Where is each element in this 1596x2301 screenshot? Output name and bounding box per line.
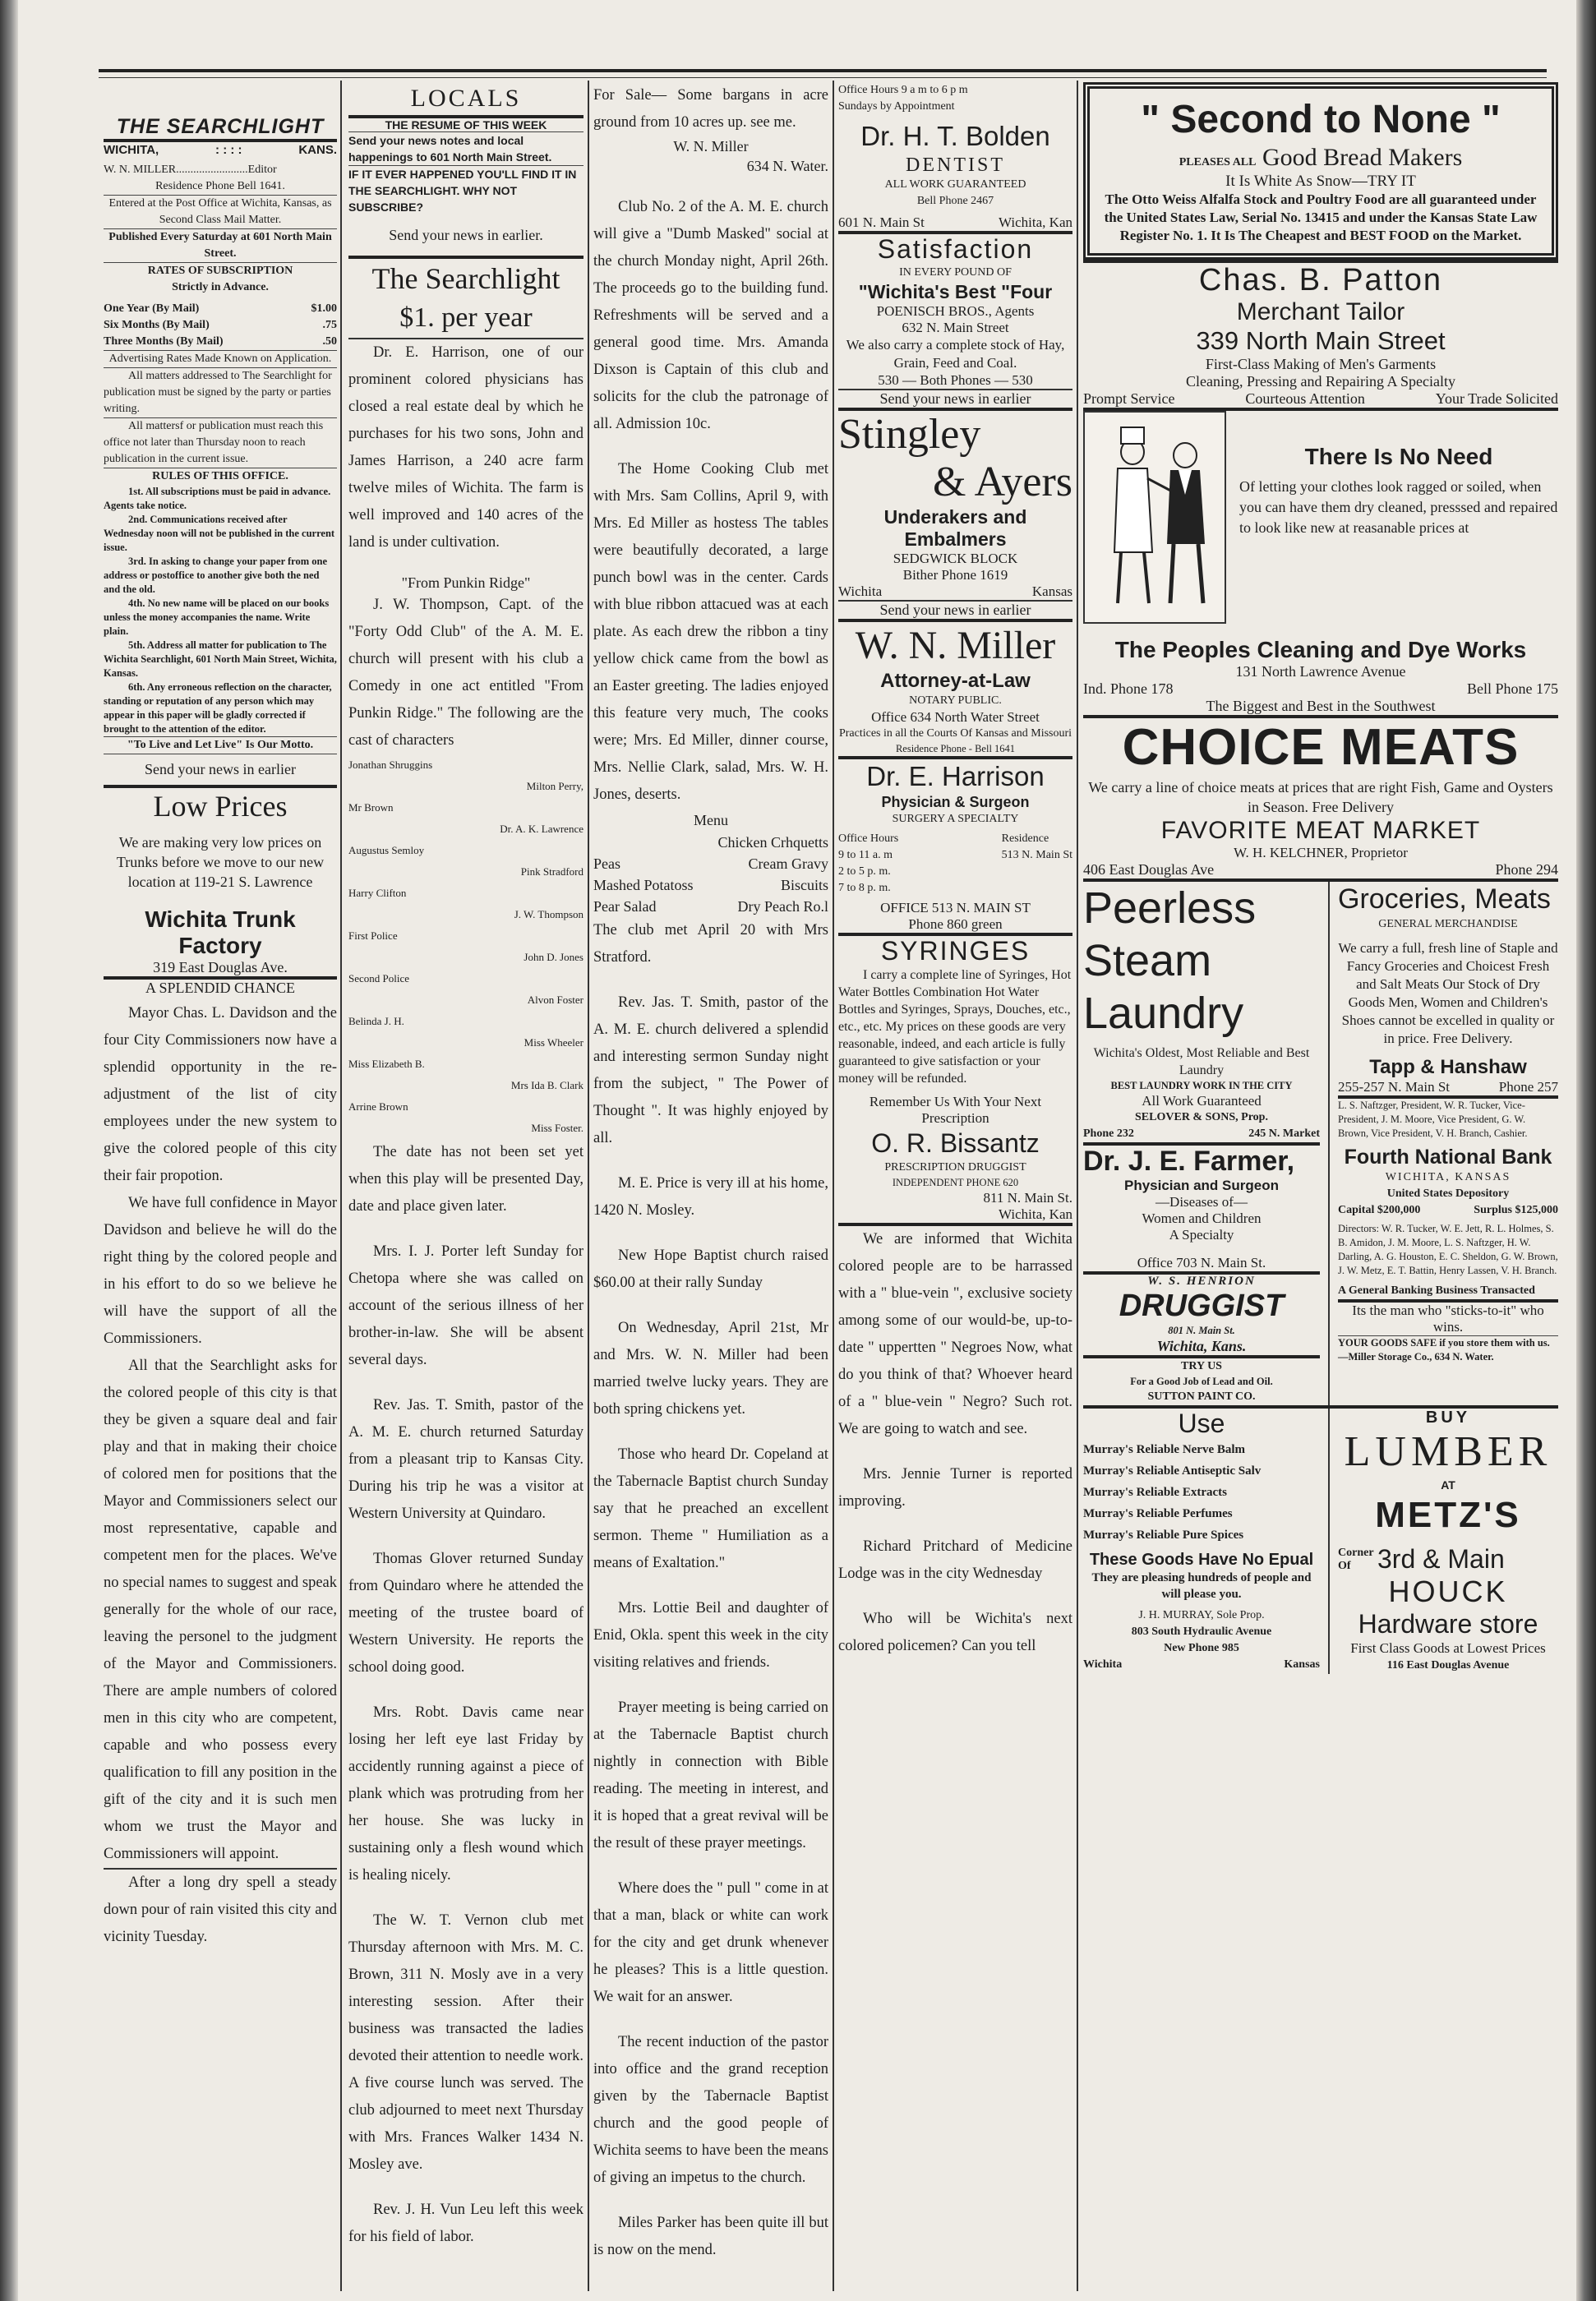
article-paragraph: After a long dry spell a steady down pour of rain visited this city and vicinity Tuesday. (104, 1874, 337, 1945)
henrion-address: 801 N. Main St. (1168, 1325, 1235, 1336)
murray-city: Wichita (1083, 1658, 1123, 1671)
pleasing-hundreds: They are pleasing hundreds of people and will please you. (1091, 1571, 1312, 1601)
article-paragraph: Who will be Wichita's next colored policemen? Can you tell (838, 1611, 1072, 1654)
article-paragraph: Mrs. Lottie Beil and daughter of Enid, Okla. spent this week in the city visiting relatives and friends. (593, 1600, 828, 1671)
murray-address: 803 South Hydraulic Avenue (1131, 1625, 1272, 1638)
patton-trade: Your Trade Solicited (1435, 390, 1558, 407)
bank-surplus: Surplus $125,000 (1474, 1204, 1558, 1216)
metz-title: METZ'S (1375, 1495, 1521, 1535)
lumber-title: LUMBER (1344, 1428, 1552, 1475)
harrison-hours: 2 to 5 p. m. (838, 865, 891, 878)
peerless-guarantee: All Work Guaranteed (1142, 1093, 1262, 1109)
top-rule (99, 69, 1547, 72)
bolden-title: DENTIST (906, 154, 1005, 176)
for-sale-address: 634 N. Water. (746, 158, 828, 174)
miller-title: Attorney-at-Law (880, 670, 1031, 692)
tapp-hanshaw: Tapp & Hanshaw (1369, 1056, 1527, 1078)
if-happened: IF IT EVER HAPPENED YOU'LL FIND IT IN THE SEARCHLIGHT. WHY NOT SUBSCRIBE? (348, 168, 577, 214)
otto-weiss-text: The Otto Weiss Alfalfa Stock and Poultry Food are all guaranteed under the United States Law, Serial No. 13415 and under the Kansas State Law Register No. 1. It Is The Cheapest and BEST FOOD on the Market. (1104, 191, 1538, 243)
rates-subtitle: Strictly in Advance. (172, 281, 269, 293)
murrays-item: Murray's Reliable Pure Spices (1083, 1529, 1244, 1542)
column-1: THE SEARCHLIGHT WICHITA, : : : : KANS. W. N. MILLER.........................Editor Residence Phone Bell 1641. Entered at the Post Office at Wichita, Kansas, as Second Class Mail Matter. Published Every Saturday at 601 North Main Street. RATES OF SUBSCRIPTION Strictly in Advance. One Year (By Mail) $1.00 Six Months (By Mail) .75 Three Months (By Mail) .50 Advertising Rates Made Known on Application. All matters addressed to The Searchlight for publication must be signed by the party or parties writing. All mattersf or publication must reach this office not later than Thursday noon to reach publication in the current issue. RULES OF THIS OFFICE. 1st. All subscriptions must be paid in advance. Agents take notice. 2nd. Communications received after Wednesday noon will not be published in the current issue. 3rd. In asking to change your paper from one address or postoffice to another give both the ned and the old. 4th. No new name will be placed on our books unless the money accompanies the name. Write plain. 5th. Address all matter for publication to The Wichita Searchlight, 601 North Main Street, Wichita, Kansas. 6th. Any erroneous reflection on the character, standing or reputation of any person which may appear in this paper will be gladly corrected if brought to the attention of the editor. "To Live and Let Live" Is Our Motto. Send your news in earlier Low Prices We are making very low prices on Trunks before we move to our new location at 119-21 S. Lawrence Wichita Trunk Factory 319 East Douglas Ave. A SPLENDID CHANCE Mayor Chas. L. Davidson and the four City Commissioners now have a splendid opportunity in the re-adjustment of the list of city employees under the new system to give the colored people of this city their fair propotion. We have full confidence in Mayor Davidson and believe he will do the right thing by the colored people and in his effort to do so we believe he will have the support of all the Commissioners. All that the Searchlight asks for the colored people of this city is that they be given a square deal and fair play and that in making their choice of colored men for positions that the Mayor and Commissioners select our most representative, capable and competent men for the places. We've no special names to suggest and speak generally for the whole of our race, leaving the personel to the judgment of the Mayor and Commissioners. There are ample numbers of colored men in this city who are competent, capable and who possess every qualification to fill any position in the gift of the city and it is such men whom we trust the Mayor and Commissioners will appoint. After a long dry spell a steady down pour of rain visited this city and vicinity Tuesday. (104, 115, 337, 1951)
cast-role: Belinda J. H. (348, 1015, 404, 1027)
storage-notice: YOUR GOODS SAFE if you store them with us.—Miller Storage Co., 634 N. Water. (1338, 1337, 1550, 1363)
menu-title: Menu (694, 812, 728, 828)
peoples-cleaning-name: The Peoples Cleaning and Dye Works (1114, 637, 1527, 662)
page-edge-left (0, 0, 18, 2301)
houck-name: HOUCK (1388, 1575, 1508, 1608)
lead-oil: For a Good Job of Lead and Oil. (1130, 1376, 1273, 1387)
cast-role: Arrine Brown (348, 1100, 408, 1113)
menu-row: Pear Salad Dry Peach Ro.l (593, 898, 828, 915)
article-paragraph: Those who heard Dr. Copeland at the Tabernacle Baptist church Sunday say that he preached an excellent sermon. Theme " Humiliation as a means of Exaltation." (593, 1446, 828, 1571)
column-2 (348, 82, 584, 2251)
article-paragraph: The date has not been set yet when this play will be presented Day, date and place given later. (348, 1144, 584, 1215)
syringes-body: I carry a complete line of Syringes, Hot Water Bottles Combination Hot Water Bottles and Syringes, Sprays, Douches, etc., etc., etc. My prices on these goods are very reasonable, indeed, and each article is fully guaranteed to give satisfaction or your money will be refunded. (838, 968, 1072, 1086)
cast-actor: Dr. A. K. Lawrence (500, 823, 584, 835)
stingley-state: Kansas (1031, 583, 1072, 599)
selover-phone: Phone 232 (1083, 1127, 1134, 1140)
masthead-state: KANS. (298, 143, 337, 157)
rule-item: 2nd. Communications received after Wednesday noon will not be published in the current issue. (104, 514, 335, 553)
bank-general: A General Banking Business Transacted (1338, 1284, 1535, 1297)
farmer-diseases: —Diseases of— (1155, 1194, 1248, 1210)
column-rule (340, 81, 342, 2291)
article-paragraph: Rev. J. H. Vun Leu left this week for his field of labor. (348, 2202, 584, 2245)
top-rule-thin (99, 77, 1547, 78)
peerless-best: BEST LAUNDRY WORK IN THE CITY (1110, 1080, 1293, 1091)
poenisch-phones: 530 — Both Phones — 530 (878, 372, 1033, 388)
rate-row: Six Months (By Mail) .75 (104, 319, 337, 331)
wichitas-best-flour: "Wichita's Best "Four (858, 281, 1053, 302)
bolden-office-hours: Office Hours 9 a m to 6 p m (838, 84, 968, 96)
stingley-phone: Bither Phone 1619 (902, 567, 1008, 583)
rule-item: 6th. Any erroneous reflection on the character, standing or reputation of any person which may appear in this paper will be gladly corrected if brought to the attention of the editor. (104, 681, 332, 735)
white-as-snow: It Is White As Snow—TRY IT (1225, 173, 1416, 190)
article-paragraph: M. E. Price is very ill at his home, 1420 N. Mosley. (593, 1175, 828, 1219)
bolden-guarantee: ALL WORK GUARANTEED (884, 178, 1026, 191)
miller-office: Office 634 North Water Street (871, 709, 1040, 725)
rule-item: 4th. No new name will be placed on our books unless the money accompanies the name. Write plain. (104, 597, 330, 637)
rule-item: 1st. All subscriptions must be paid in advance. Agents take notice. (104, 486, 331, 511)
tapp-address: 255-257 N. Main St (1338, 1079, 1450, 1095)
remember-us: Remember Us With Your Next Prescription (869, 1094, 1042, 1126)
cast-actor: Miss Wheeler (524, 1036, 584, 1049)
article-paragraph: The Home Cooking Club met with Mrs. Sam Collins, April 9, with Mrs. Ed Miller as hostess The tables were beautifully decorated, a large punch bowl was in the center. Cards with blue ribbon attacued was at each plate. As each drew the ribbon a tiny yellow chick came from the bowl as an Easter greeting. The ladies enjoyed this feature very much, The cooks were; Mrs. Ed Miller, dinner course, Mrs. Nellie Clark, salad, Mrs. W. H. Jones, deserts. (593, 461, 828, 803)
farmer-office: Office 703 N. Main St. (1137, 1255, 1266, 1270)
rules-title: RULES OF THIS OFFICE. (152, 470, 288, 482)
miller-residence: Residence Phone - Bell 1641 (895, 743, 1016, 754)
cast-actor: John D. Jones (524, 951, 584, 963)
buy-label: BUY (1425, 1409, 1471, 1427)
article-paragraph: The recent induction of the pastor into office and the grand reception given by the Tabernacle Baptist church and the good people of Wichita seems to have been the means of giving an impetus to the church. (593, 2034, 828, 2186)
groceries-title: Groceries, Meats (1338, 883, 1551, 915)
rates-title: RATES OF SUBSCRIPTION (147, 265, 293, 277)
corner-of: Corner Of (1338, 1546, 1374, 1572)
tapp-phone: Phone 257 (1498, 1079, 1558, 1095)
miller-notary: NOTARY PUBLIC. (909, 694, 1002, 707)
bank-directors: Directors: W. R. Tucker, W. E. Jett, R. L. Holmes, S. B. Amidon, J. M. Moore, L. S. Naftzger, H. W. Darling, A. G. Houston, E. C. Sheldon, G. W. Brown, J. W. Metz, E. T. Battin, Henry Lassen, V. H. Branch. (1338, 1223, 1558, 1276)
rate-row: Three Months (By Mail) .50 (104, 335, 337, 348)
harrison-title: Physician & Surgeon (881, 794, 1030, 810)
no-need-title: There Is No Need (1304, 444, 1493, 469)
article-paragraph: Rev. Jas. T. Smith, pastor of the A. M. E. church returned Saturday from a pleasant trip to Kansas City. During his trip he was a visitor at Western University at Quindaro. (348, 1397, 584, 1522)
bank-depository: United States Depository (1386, 1187, 1510, 1200)
harrison-residence-label: Residence (1001, 832, 1049, 845)
masthead-published: Published Every Saturday at 601 North Main Street. (108, 231, 332, 260)
splendid-chance-title: A SPLENDID CHANCE (145, 980, 295, 996)
cast-role: Harry Clifton (348, 887, 407, 899)
farmer-specialty: A Specialty (1169, 1227, 1234, 1243)
menu-row: Peas Cream Gravy (593, 855, 828, 872)
harrison-name: Dr. E. Harrison (866, 761, 1045, 791)
murrays-item: Murray's Reliable Extracts (1083, 1486, 1227, 1499)
bolden-phone: Bell Phone 2467 (916, 195, 994, 207)
cast-role: Jonathan Shruggins (348, 759, 433, 771)
bank-capital: Capital $200,000 (1338, 1204, 1421, 1216)
every-pound: IN EVERY POUND OF (899, 266, 1012, 279)
independent-phone: INDEPENDENT PHONE 620 (892, 1177, 1019, 1188)
column-4 (838, 82, 1072, 1660)
article-paragraph: Mrs. I. J. Porter left Sunday for Chetopa where she was called on account of the serious illness of her brother-in-law. She will be absent several days. (348, 1243, 584, 1368)
column-5 (1083, 82, 1558, 1674)
general-merchandise: GENERAL MERCHANDISE (1378, 918, 1518, 930)
peerless-steam: Steam (1083, 936, 1212, 985)
low-prices-body: We are making very low prices on Trunks before we move to our new location at 119-21 S. Lawrence (116, 834, 325, 890)
article-paragraph: Richard Pritchard of Medicine Lodge was in the city Wednesday (838, 1538, 1072, 1582)
sedgwick-block: SEDGWICK BLOCK (893, 551, 1018, 566)
send-news-note: Send your news in earlier. (389, 227, 543, 243)
article-paragraph: We are informed that Wichita colored people are to be harrassed with a " blue-vein ", exclusive society among some of our would-be, up-to-date " uppertten " Negroes Now, what do you think of that? Whoever heard of a " blue-vein " Negro? Such rot. We are going to watch and see. (838, 1231, 1072, 1437)
menu-row: Mashed Potatoss Biscuits (593, 877, 828, 893)
matters-note: All matters addressed to The Searchlight for publication must be signed by the party or parties writing. (104, 370, 332, 415)
article-paragraph: Mayor Chas. L. Davidson and the four City Commissioners now have a splendid opportunity in the re-adjustment of the list of city employees under the new system to give the colored people of this city their fair propotion. (104, 1005, 337, 1184)
bissantz-name: O. R. Bissantz (871, 1128, 1040, 1158)
cast-role: First Police (348, 929, 398, 942)
bank-name: Fourth National Bank (1344, 1146, 1552, 1169)
rule-item: 3rd. In asking to change your paper from one address or postoffice to another give both the ned and the old. (104, 556, 328, 595)
low-prices-title: Low Prices (153, 790, 288, 823)
article-paragraph: New Hope Baptist church raised $60.00 at their rally Sunday (593, 1247, 828, 1291)
kelchner-proprietor: W. H. KELCHNER, Proprietor (1234, 845, 1408, 860)
harrison-office: OFFICE 513 N. MAIN ST (880, 900, 1031, 915)
bissantz-city: Wichita, Kan (999, 1206, 1072, 1222)
houck-address: 116 East Douglas Avenue (1386, 1659, 1510, 1672)
cast-actor: Mrs Ida B. Clark (510, 1079, 584, 1091)
harrison-hours: 9 to 11 a. m (838, 849, 893, 861)
cast-role: Augustus Semloy (348, 844, 425, 856)
farmer-title: Physician and Surgeon (1124, 1178, 1279, 1193)
article-paragraph: All that the Searchlight asks for the colored people of this city is that they be given a square deal and fair play and that in making their choice of colored men for positions that the Mayor and Commissioners select our most representative, capable and competent men for the places. We've no special names to suggest and speak generally for the whole of our race, leaving the personel to the judgment of the Mayor and Commissioners. There are ample numbers of colored men in this city who are competent, capable and who possess every qualification to fill any position in the gift of the city and it is such men whom we trust the Mayor and Commissioners will appoint. (104, 1358, 337, 1862)
undertakers-embalmers: Underakers and Embalmers (883, 506, 1027, 550)
murrays-item: Murray's Reliable Nerve Balm (1083, 1443, 1246, 1456)
miller-practice: Practices in all the Courts Of Kansas and Missouri (838, 727, 1072, 740)
ayers-name: & Ayers (933, 459, 1072, 505)
article-paragraph: Club No. 2 of the A. M. E. church will give a "Dumb Masked" social at the church Monday night, April 26th. The proceeds go to the building fund. Refreshments will be served and a general good time. Mrs. Amanda Dixson is Captain of this club and solicits for the club the patronage of all. Admission 10c. (593, 199, 828, 432)
favorite-meat-market: FAVORITE MEAT MARKET (1160, 817, 1481, 844)
harrison-phone: Phone 860 green (908, 916, 1003, 932)
bolden-city: Wichita, Kan (999, 214, 1072, 230)
selover-prop: SELOVER & SONS, Prop. (1135, 1111, 1268, 1123)
masthead-city: WICHITA, (104, 143, 159, 157)
second-to-none-ad (1083, 82, 1558, 260)
second-to-none-title: " Second to None " (1141, 98, 1501, 141)
cast-actor: Pink Stradford (520, 865, 584, 878)
patton-name: Chas. B. Patton (1198, 263, 1443, 297)
peerless-body: Wichita's Oldest, Most Reliable and Best Laundry (1093, 1046, 1310, 1077)
stingley-city: Wichita (838, 583, 883, 599)
bank-city: WICHITA, KANSAS (1385, 1171, 1511, 1183)
patton-address: 339 North Main Street (1196, 326, 1446, 355)
deadline-note: All mattersf or publication must reach this office not later than Thursday noon to reach publication in the current issue. (104, 420, 324, 465)
harrison-residence: 513 N. Main St (1001, 849, 1072, 861)
henrion-city: Wichita, Kans. (1156, 1338, 1247, 1354)
use-title: Use (1178, 1409, 1225, 1438)
cast-actor: Miss Foster. (531, 1122, 584, 1134)
article-paragraph: Miles Parker has been quite ill but is now on the mend. (593, 2215, 828, 2258)
subscription-ad-title: The Searchlight (371, 262, 560, 295)
send-news-note: Send your news in earlier (879, 602, 1031, 618)
peoples-biggest: The Biggest and Best in the Southwest (1206, 698, 1436, 714)
peoples-bell-phone: Bell Phone 175 (1467, 680, 1558, 697)
resume-heading: THE RESUME OF THIS WEEK (385, 118, 547, 131)
bank-officers: L. S. Naftzger, President, W. R. Tucker, Vice-President, J. M. Moore, Vice President, G. W. Brown, Vice President, V. H. Branch, Cashier. (1338, 1100, 1528, 1139)
third-main: 3rd & Main (1377, 1544, 1505, 1574)
selover-address: 245 N. Market (1248, 1127, 1320, 1140)
masthead-title: THE SEARCHLIGHT (116, 115, 325, 138)
article-paragraph: The W. T. Vernon club met Thursday afternoon with Mrs. M. C. Brown, 311 N. Mosly ave in a very interesting session. After their business was transacted the ladies devoted their attention to needle work. A five course lunch was served. The club adjourned to meet next Thursday with Mrs. Frances Walker 1434 N. Mosley ave. (348, 1912, 584, 2173)
for-sale-signature: W. N. Miller (673, 138, 749, 154)
try-us: TRY US (1181, 1360, 1222, 1372)
farmer-women-children: Women and Children (1142, 1210, 1262, 1226)
cast-role: Miss Elizabeth B. (348, 1058, 425, 1070)
sticks-to-it: Its the man who "sticks-to-it" who wins. (1352, 1303, 1544, 1335)
patton-courteous: Courteous Attention (1245, 390, 1365, 407)
article-paragraph: Mrs. Robt. Davis came near losing her left eye last Friday by accidently running against a piece of plank which was protruding from her her house. She was lucky in sustaining only a flesh wound which is healing nicely. (348, 1704, 584, 1884)
trunk-factory-address: 319 East Douglas Ave. (153, 959, 288, 975)
trunk-factory-name: Wichita Trunk Factory (145, 906, 296, 958)
peerless-laundry: Laundry (1083, 989, 1244, 1038)
miller-name: W. N. Miller (855, 624, 1056, 667)
sutton-paint: SUTTON PAINT CO. (1147, 1390, 1256, 1403)
poenisch-agents: POENISCH BROS., Agents (876, 303, 1035, 319)
meats-body: We carry a line of choice meats at prices that are right Fish, Game and Oysters in Season. Free Delivery (1088, 779, 1553, 815)
cast-role: Mr Brown (348, 801, 394, 814)
bolden-name: Dr. H. T. Bolden (860, 121, 1050, 151)
murray-prop: J. H. MURRAY, Sole Prop. (1138, 1609, 1265, 1621)
advertising-rates: Advertising Rates Made Known on Application. (108, 353, 332, 365)
rule-item: 5th. Address all matter for publication to The Wichita Searchlight, 601 North Main Street, Wichita, Kansas. (104, 639, 337, 679)
article-paragraph: Prayer meeting is being carried on at the Tabernacle Baptist church nightly in connection with Bible reading. The meeting in interest, and it is hoped that a great revival will be the result of these prayer meetings. (593, 1699, 828, 1851)
murrays-item: Murray's Reliable Antiseptic Salv (1083, 1464, 1262, 1478)
satisfaction-title: Satisfaction (877, 234, 1034, 264)
page-edge-right (1576, 0, 1596, 2301)
murrays-item: Murray's Reliable Perfumes (1083, 1507, 1233, 1520)
cleaning-illustration (1083, 411, 1226, 624)
column-rule (833, 81, 834, 2291)
kelchner-address: 406 East Douglas Ave (1083, 861, 1215, 878)
article-paragraph: The club met April 20 with Mrs Stratford. (593, 922, 828, 966)
peoples-ind-phone: Ind. Phone 178 (1083, 680, 1174, 697)
article-paragraph: On Wednesday, April 21st, Mr and Mrs. W. N. Miller had been married twelve lucky years. They are both spring chickens yet. (593, 1320, 828, 1418)
article-paragraph: Rev. Jas. T. Smith, pastor of the A. M. E. church delivered a splendid and interesting sermon Sunday night from the subject, " The Power of Thought ". It was highly enjoyed by all. (593, 994, 828, 1146)
groceries-body: We carry a full, fresh line of Staple and Fancy Groceries and Choicest Fresh and Salt Meats Our Stock of Dry Goods Men, Women and Children's Shoes cannot be excelled in quality or in price. Free Delivery. (1338, 940, 1558, 1046)
good-bread-makers: Good Bread Makers (1262, 144, 1463, 171)
column-rule (1077, 81, 1078, 2291)
hardware-store: Hardware store (1358, 1609, 1538, 1639)
punkin-title: "From Punkin Ridge" (401, 574, 531, 591)
article-paragraph: Mrs. Jennie Turner is reported improving. (838, 1466, 1072, 1510)
article-paragraph: Dr. E. Harrison, one of our prominent colored physicians has closed a real estate deal by which he purchases for his two sons, John and James Harrison, a 240 acre farm twelve miles of Wichita. The farm is well improved and 140 acres of the land is under cultivation. (348, 344, 584, 551)
subscription-ad-price: $1. per year (399, 302, 533, 333)
poenisch-stock: We also carry a complete stock of Hay, Grain, Feed and Coal. (846, 337, 1065, 371)
no-equal: These Goods Have No Epual (1089, 1551, 1314, 1569)
harrison-hours: 7 to 8 p. m. (838, 882, 891, 894)
locals-heading: LOCALS (410, 85, 522, 112)
prescription-druggist: PRESCRIPTION DRUGGIST (884, 1161, 1026, 1174)
patton-title: Merchant Tailor (1236, 298, 1405, 325)
cast-actor: Alvon Foster (527, 994, 584, 1006)
kelchner-phone: Phone 294 (1495, 861, 1558, 878)
patton-cleaning: Cleaning, Pressing and Repairing A Specialty (1186, 373, 1455, 390)
bissantz-address: 811 N. Main St. (983, 1190, 1072, 1206)
masthead-entered: Entered at the Post Office at Wichita, Kansas, as Second Class Mail Matter. (108, 197, 332, 226)
patton-prompt: Prompt Service (1083, 390, 1175, 407)
murray-state: Kansas (1284, 1658, 1320, 1671)
send-news-note: Send your news in earlier (879, 390, 1031, 407)
peoples-address: 131 North Lawrence Avenue (1235, 663, 1406, 680)
cast-role: Second Police (348, 972, 410, 984)
henrion-name: W. S. HENRION (1147, 1275, 1256, 1288)
masthead-editor: W. N. MILLER.........................Editor (104, 164, 277, 176)
two-gentlemen-figure (1085, 413, 1225, 622)
harrison-specialty: SURGERY A SPECIALTY (892, 813, 1019, 825)
send-news-note: Send your news in earlier (145, 761, 296, 777)
motto: "To Live and Let Live" Is Our Motto. (127, 739, 314, 751)
rate-row: One Year (By Mail) $1.00 (104, 302, 337, 315)
first-class-goods: First Class Goods at Lowest Prices (1350, 1640, 1546, 1656)
bolden-address: 601 N. Main St (838, 214, 925, 230)
murray-phone: New Phone 985 (1164, 1642, 1239, 1654)
menu-row: Chicken Crhquetts (717, 834, 828, 851)
stingley-name: Stingley (838, 411, 981, 458)
bolden-sundays: Sundays by Appointment (838, 100, 955, 113)
for-sale-notice: For Sale— Some bargans in acre ground from 10 acres up. see me. (593, 87, 828, 131)
no-need-body: Of letting your clothes look ragged or soiled, when you can have them dry cleaned, presssed and repaired to look like new at reasanable prices at (1239, 478, 1558, 536)
cast-actor: J. W. Thompson (514, 908, 584, 920)
send-notes: Send your news notes and local happenings to 601 North Main Street. (348, 134, 552, 164)
pleases-all: PLEASES ALL (1179, 156, 1257, 168)
at-label: AT (1441, 1478, 1455, 1492)
choice-meats-title: CHOICE MEATS (1122, 719, 1520, 776)
cast-actor: Milton Perry, (526, 780, 584, 792)
farmer-name: Dr. J. E. Farmer, (1083, 1146, 1295, 1177)
poenisch-address: 632 N. Main Street (902, 320, 1009, 335)
harrison-hours-label: Office Hours (838, 832, 899, 845)
syringes-title: SYRINGES (880, 936, 1031, 966)
druggist-title: DRUGGIST (1119, 1289, 1285, 1323)
article-paragraph: Where does the " pull " come in at that a man, black or white can work for the city and get drunk whenever he pleases? This is a little question. We wait for an answer. (593, 1880, 828, 2005)
patton-making: First-Class Making of Men's Garments (1205, 356, 1437, 372)
column-rule (588, 81, 589, 2291)
article-paragraph: J. W. Thompson, Capt. of the "Forty Odd Club" of the A. M. E. church will present with his club a Comedy in one act entitled "From Punkin Ridge." The following are the cast of characters (348, 597, 584, 749)
column-3 (593, 82, 828, 2264)
article-paragraph: We have full confidence in Mayor Davidson and believe he will do the right thing by the colored people and in his effort to do so we believe he will have the support of all the Commissioners. (104, 1195, 337, 1347)
masthead-residence-phone: Residence Phone Bell 1641. (155, 180, 285, 192)
article-paragraph: Thomas Glover returned Sunday from Quindaro where he attended the meeting of the trustee board of Western University. He reports the school doing good. (348, 1551, 584, 1676)
peerless-name: Peerless (1083, 883, 1257, 933)
